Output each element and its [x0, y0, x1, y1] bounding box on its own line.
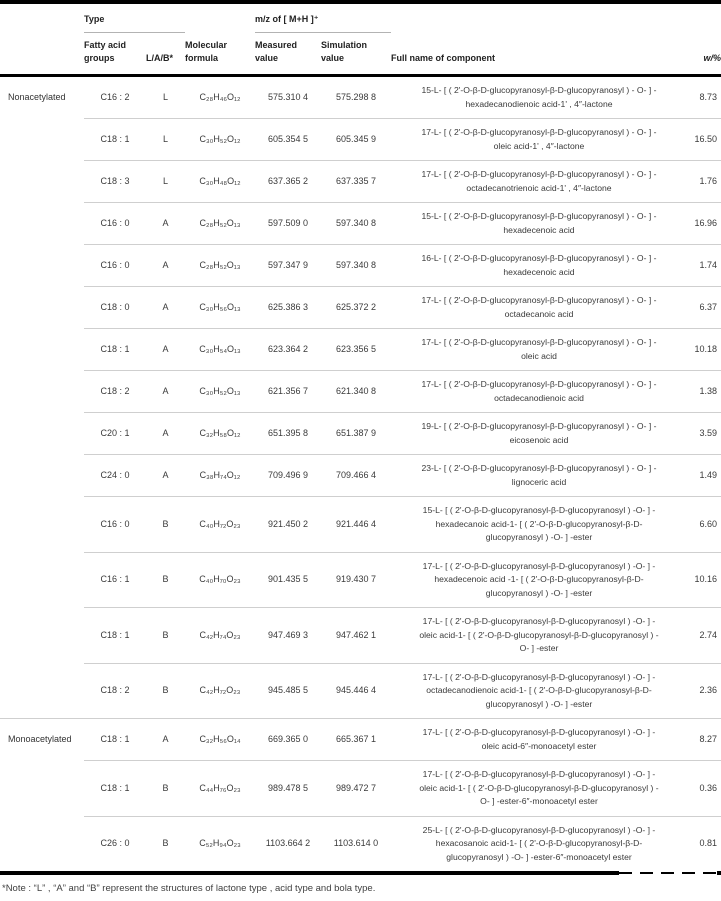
- cell-simulation: 989.472 7: [321, 761, 391, 817]
- table-row: [0, 552, 721, 608]
- table-row: [0, 663, 721, 719]
- cell-simulation: 605.345 9: [321, 119, 391, 161]
- cell-w: 1.38: [687, 371, 721, 413]
- cell-formula: C₄₂H₇₂O₂₃: [185, 663, 255, 719]
- cell-name: [391, 663, 687, 719]
- cell-measured: 669.365 0: [255, 719, 321, 761]
- cell-formula: C₃₀H₅₂O₁₃: [185, 371, 255, 413]
- table-row: [0, 497, 721, 553]
- cell-fatty: C18 : 1: [84, 119, 146, 161]
- table-header: [0, 4, 721, 76]
- cell-formula: C₂₈H₅₂O₁₃: [185, 245, 255, 287]
- cell-type: [0, 119, 84, 161]
- component-name-line: 17-L- [ ( 2'-O-β-D-glucopyranosyl-β-D-glucopyranosyl ) -O- ] -: [422, 560, 656, 571]
- component-name-line: hexadecenoic acid: [503, 224, 575, 235]
- cell-lab: A: [146, 371, 185, 413]
- cell-measured: 637.365 2: [255, 161, 321, 203]
- cell-type: Monoacetylated: [0, 719, 84, 761]
- component-name-line: oleic acid-1- [ ( 2'-O-β-D-glucopyranosyl-β-D-glucopyranosyl ) -: [419, 629, 659, 640]
- cell-simulation: 597.340 8: [321, 245, 391, 287]
- components-table: [0, 4, 721, 871]
- cell-formula: C₄₄H₇₆O₂₃: [185, 761, 255, 817]
- cell-type: [0, 497, 84, 553]
- table-row: [0, 608, 721, 664]
- cell-simulation: 945.446 4: [321, 663, 391, 719]
- component-name-line: octadecanodienoic acid: [494, 392, 584, 403]
- component-name-line: 17-L- [ ( 2'-O-β-D-glucopyranosyl-β-D-glucopyranosyl ) - O- ] -: [421, 169, 657, 179]
- component-name-line: oleic acid-1' , 4″-lactone: [493, 140, 585, 151]
- header-group-row: [0, 4, 721, 33]
- cell-lab: A: [146, 329, 185, 371]
- cell-fatty: C20 : 1: [84, 413, 146, 455]
- header-group-mz: m/z of [ M+H ]⁺: [255, 4, 391, 33]
- cell-lab: A: [146, 245, 185, 287]
- cell-w: 10.16: [687, 552, 721, 608]
- component-name-line: 25-L- [ ( 2'-O-β-D-glucopyranosyl-β-D-glucopyranosyl ) -O- ] -: [422, 824, 656, 835]
- cell-formula: C₄₀H₇₀O₂₃: [185, 552, 255, 608]
- cell-w: 2.74: [687, 608, 721, 664]
- component-name-line: 15-L- [ ( 2'-O-β-D-glucopyranosyl-β-D-glucopyranosyl ) - O- ] -: [421, 85, 657, 95]
- cell-type: [0, 455, 84, 497]
- header-spacer: [0, 4, 84, 33]
- header-fatty-acid-groups: Fatty acid groups: [84, 33, 146, 76]
- header-columns-row: [0, 33, 721, 76]
- cell-fatty: C18 : 1: [84, 329, 146, 371]
- cell-lab: B: [146, 816, 185, 871]
- cell-w: 8.27: [687, 719, 721, 761]
- cell-w: 0.36: [687, 761, 721, 817]
- cell-lab: B: [146, 497, 185, 553]
- cell-w: 8.73: [699, 91, 717, 102]
- component-name-line: octadecanodienoic acid-1- [ ( 2'-O-β-D-glucopyranosyl-β-D-: [426, 685, 652, 695]
- table-row: [0, 413, 721, 455]
- cell-simulation: 621.340 8: [321, 371, 391, 413]
- component-name-line: 23-L- [ ( 2'-O-β-D-glucopyranosyl-β-D-glucopyranosyl ) - O- ] -: [421, 463, 657, 473]
- cell-type: [0, 161, 84, 203]
- header-simulation-value: Simulation value: [321, 33, 391, 76]
- cell-type: [0, 329, 84, 371]
- cell-simulation: 947.462 1: [321, 608, 391, 664]
- component-name-line: hexadecanodienoic acid-1' , 4″-lactone: [465, 98, 613, 109]
- component-name-line: glucopyranosyl ) -O- ] -ester: [485, 698, 593, 709]
- table-body: [0, 76, 721, 872]
- cell-measured: 623.364 2: [255, 329, 321, 371]
- cell-measured: 709.496 9: [255, 455, 321, 497]
- cell-formula: C₃₂H₅₈O₁₂: [185, 413, 255, 455]
- cell-simulation: 919.430 7: [321, 552, 391, 608]
- cell-fatty: C16 : 1: [84, 552, 146, 608]
- cell-fatty: C16 : 0: [84, 203, 146, 245]
- table-row: [0, 245, 721, 287]
- table-row: [0, 371, 721, 413]
- cell-type: [0, 663, 84, 719]
- header-spacer: [687, 4, 721, 33]
- cell-measured: 625.386 3: [255, 287, 321, 329]
- cell-type: [0, 371, 84, 413]
- component-name-line: 15-L- [ ( 2'-O-β-D-glucopyranosyl-β-D-glucopyranosyl ) - O- ] -: [421, 211, 657, 221]
- cell-fatty: C18 : 2: [84, 371, 146, 413]
- cell-formula: C₂₈H₅₂O₁₃: [185, 203, 255, 245]
- scan-artifact: [619, 871, 717, 875]
- cell-formula: C₃₀H₅₂O₁₂: [185, 119, 255, 161]
- cell-name: [391, 245, 687, 287]
- component-name-line: 15-L- [ ( 2'-O-β-D-glucopyranosyl-β-D-glucopyranosyl ) -O- ] -: [422, 505, 656, 515]
- component-name-line: eicosenoic acid: [509, 434, 569, 445]
- cell-formula: C₅₂H₉₄O₂₃: [185, 816, 255, 871]
- cell-fatty: C26 : 0: [84, 816, 146, 871]
- cell-name: [391, 719, 687, 761]
- cell-lab: L: [146, 161, 185, 203]
- cell-name: [391, 329, 687, 371]
- cell-measured: 575.310 4: [267, 91, 309, 102]
- cell-lab: A: [146, 413, 185, 455]
- header-full-name: Full name of component: [391, 33, 687, 76]
- cell-simulation: 637.335 7: [321, 161, 391, 203]
- cell-lab: A: [146, 719, 185, 761]
- component-name-line: hexadecanoic acid-1- [ ( 2'-O-β-D-glucopyranosyl-β-D-: [435, 518, 643, 529]
- table-row: [0, 76, 721, 119]
- cell-fatty: C16 : 2: [100, 91, 130, 102]
- table-row: [0, 203, 721, 245]
- cell-simulation: 625.372 2: [321, 287, 391, 329]
- cell-measured: 921.450 2: [255, 497, 321, 553]
- cell-simulation: 709.466 4: [321, 455, 391, 497]
- cell-fatty: C18 : 0: [84, 287, 146, 329]
- cell-measured: 945.485 5: [255, 663, 321, 719]
- component-name-line: hexadecenoic acid -1- [ ( 2'-O-β-D-glucopyranosyl-β-D-: [434, 574, 644, 584]
- cell-fatty: C18 : 1: [84, 719, 146, 761]
- cell-formula: C₃₈H₇₄O₁₂: [185, 455, 255, 497]
- cell-formula: C₄₀H₇₂O₂₃: [185, 497, 255, 553]
- cell-name: [391, 161, 687, 203]
- cell-formula: C₃₀H₅₆O₁₃: [185, 287, 255, 329]
- component-name-line: 19-L- [ ( 2'-O-β-D-glucopyranosyl-β-D-glucopyranosyl ) - O- ] -: [421, 421, 657, 431]
- cell-measured: 597.509 0: [255, 203, 321, 245]
- cell-w: 16.50: [687, 119, 721, 161]
- cell-w: 10.18: [687, 329, 721, 371]
- cell-type: [0, 608, 84, 664]
- table-row: [0, 761, 721, 817]
- table-row: [0, 816, 721, 871]
- table-row: [0, 161, 721, 203]
- cell-name: [391, 608, 687, 664]
- component-name-line: oleic acid-1- [ ( 2'-O-β-D-glucopyranosyl-β-D-glucopyranosyl ) -: [419, 782, 659, 793]
- component-name-line: oleic acid: [521, 350, 557, 361]
- cell-simulation: 921.446 4: [321, 497, 391, 553]
- component-name-line: octadecanoic acid: [504, 308, 574, 319]
- component-name-line: octadecanotrienoic acid-1' , 4″-lactone: [466, 182, 612, 193]
- component-name-line: 17-L- [ ( 2'-O-β-D-glucopyranosyl-β-D-glucopyranosyl ) -O- ] -: [422, 727, 656, 737]
- scan-artifact-dashes: [619, 872, 717, 874]
- cell-type: [0, 761, 84, 817]
- header-molecular-formula: Molecular formula: [185, 33, 255, 76]
- cell-lab: B: [146, 552, 185, 608]
- cell-name: [391, 552, 687, 608]
- cell-type: [0, 203, 84, 245]
- header-w-percent: w/%: [687, 33, 721, 76]
- cell-formula: C₃₀H₄₈O₁₂: [185, 161, 255, 203]
- component-name-line: glucopyranosyl ) -O- ] -ester: [485, 532, 593, 542]
- cell-name: [391, 287, 687, 329]
- table-footnote: *Note : “L” , “A” and “B” represent the structures of lactone type , acid type and bola type.: [2, 883, 376, 894]
- cell-fatty: C18 : 1: [84, 608, 146, 664]
- cell-type: [0, 413, 84, 455]
- cell-name: [391, 816, 687, 871]
- component-name-line: lignoceric acid: [511, 476, 567, 487]
- header-lab: L/A/B*: [146, 33, 185, 76]
- cell-simulation: 597.340 8: [321, 203, 391, 245]
- component-name-line: 17-L- [ ( 2'-O-β-D-glucopyranosyl-β-D-glucopyranosyl ) - O- ] -: [421, 379, 657, 389]
- cell-fatty: C16 : 0: [84, 497, 146, 553]
- cell-w: 16.96: [687, 203, 721, 245]
- cell-measured: 621.356 7: [255, 371, 321, 413]
- cell-measured: 597.347 9: [255, 245, 321, 287]
- cell-fatty: C18 : 3: [84, 161, 146, 203]
- cell-lab: A: [146, 203, 185, 245]
- cell-measured: 1103.664 2: [255, 816, 321, 871]
- component-name-line: 17-L- [ ( 2'-O-β-D-glucopyranosyl-β-D-glucopyranosyl ) -O- ] -: [422, 616, 656, 626]
- cell-name: [391, 119, 687, 161]
- cell-measured: 989.478 5: [255, 761, 321, 817]
- cell-name: [391, 455, 687, 497]
- component-name-line: 16-L- [ ( 2'-O-β-D-glucopyranosyl-β-D-glucopyranosyl ) - O- ] -: [421, 253, 657, 263]
- table-row: [0, 455, 721, 497]
- cell-w: 1.76: [687, 161, 721, 203]
- cell-formula: C₃₀H₅₄O₁₃: [185, 329, 255, 371]
- table-row: [0, 719, 721, 761]
- component-name-line: 17-L- [ ( 2'-O-β-D-glucopyranosyl-β-D-glucopyranosyl ) -O- ] -: [422, 769, 656, 779]
- cell-simulation: 1103.614 0: [321, 816, 391, 871]
- cell-name: [391, 203, 687, 245]
- cell-w: 1.49: [687, 455, 721, 497]
- cell-fatty: C18 : 2: [84, 663, 146, 719]
- component-name-line: oleic acid-6″-monoacetyl ester: [481, 740, 597, 751]
- cell-w: 0.81: [687, 816, 721, 871]
- component-name-line: O- ] -ester: [519, 643, 559, 653]
- cell-measured: 947.469 3: [255, 608, 321, 664]
- cell-lab: A: [146, 287, 185, 329]
- cell-fatty: C24 : 0: [84, 455, 146, 497]
- component-name-line: 17-L- [ ( 2'-O-β-D-glucopyranosyl-β-D-glucopyranosyl ) -O- ] -: [422, 671, 656, 682]
- header-measured-value: Measured value: [255, 33, 321, 76]
- cell-measured: 901.435 5: [255, 552, 321, 608]
- table-row: [0, 329, 721, 371]
- cell-formula: C₂₈H₄₆O₁₂: [199, 91, 241, 102]
- cell-w: 3.59: [687, 413, 721, 455]
- cell-w: 2.36: [687, 663, 721, 719]
- cell-measured: 605.354 5: [255, 119, 321, 161]
- cell-type: [0, 287, 84, 329]
- header-spacer: [391, 4, 687, 33]
- component-name-line: hexadecenoic acid: [503, 266, 575, 277]
- cell-formula: C₃₂H₅₆O₁₄: [185, 719, 255, 761]
- cell-fatty: C18 : 1: [84, 761, 146, 817]
- cell-lab: L: [162, 91, 168, 102]
- component-name-line: 17-L- [ ( 2'-O-β-D-glucopyranosyl-β-D-glucopyranosyl ) - O- ] -: [421, 127, 657, 137]
- cell-formula: C₄₂H₇₄O₂₃: [185, 608, 255, 664]
- cell-w: 6.60: [687, 497, 721, 553]
- header-spacer: [185, 4, 255, 33]
- component-name-line: O- ] -ester-6″-monoacetyl ester: [480, 796, 598, 806]
- cell-name: [391, 371, 687, 413]
- cell-name: [391, 76, 687, 119]
- table-row: [0, 287, 721, 329]
- cell-simulation: 623.356 5: [321, 329, 391, 371]
- cell-lab: A: [146, 455, 185, 497]
- cell-simulation: 575.298 8: [335, 91, 377, 102]
- cell-type: Nonacetylated: [0, 76, 84, 119]
- cell-measured: 651.395 8: [255, 413, 321, 455]
- table-bottom-rule: [0, 871, 721, 875]
- component-name-line: 17-L- [ ( 2'-O-β-D-glucopyranosyl-β-D-glucopyranosyl ) - O- ] -: [421, 337, 657, 347]
- cell-lab: L: [146, 119, 185, 161]
- cell-w: 6.37: [687, 287, 721, 329]
- header-group-type: Type: [84, 4, 185, 33]
- component-name-line: 17-L- [ ( 2'-O-β-D-glucopyranosyl-β-D-glucopyranosyl ) - O- ] -: [421, 295, 657, 305]
- component-name-line: hexacosanoic acid-1- [ ( 2'-O-β-D-glucopyranosyl-β-D-: [435, 838, 643, 848]
- cell-w: 1.74: [687, 245, 721, 287]
- cell-name: [391, 497, 687, 553]
- cell-fatty: C16 : 0: [84, 245, 146, 287]
- cell-type: [0, 816, 84, 871]
- cell-lab: B: [146, 608, 185, 664]
- header-spacer: [0, 33, 84, 76]
- cell-lab: B: [146, 761, 185, 817]
- cell-type: [0, 245, 84, 287]
- cell-lab: B: [146, 663, 185, 719]
- cell-name: [391, 413, 687, 455]
- cell-simulation: 651.387 9: [321, 413, 391, 455]
- cell-type: [0, 552, 84, 608]
- component-name-line: glucopyranosyl ) -O- ] -ester: [485, 587, 593, 598]
- component-name-line: glucopyranosyl ) -O- ] -ester-6″-monoacetyl ester: [446, 851, 632, 862]
- cell-simulation: 665.367 1: [321, 719, 391, 761]
- table-row: [0, 119, 721, 161]
- cell-name: [391, 761, 687, 817]
